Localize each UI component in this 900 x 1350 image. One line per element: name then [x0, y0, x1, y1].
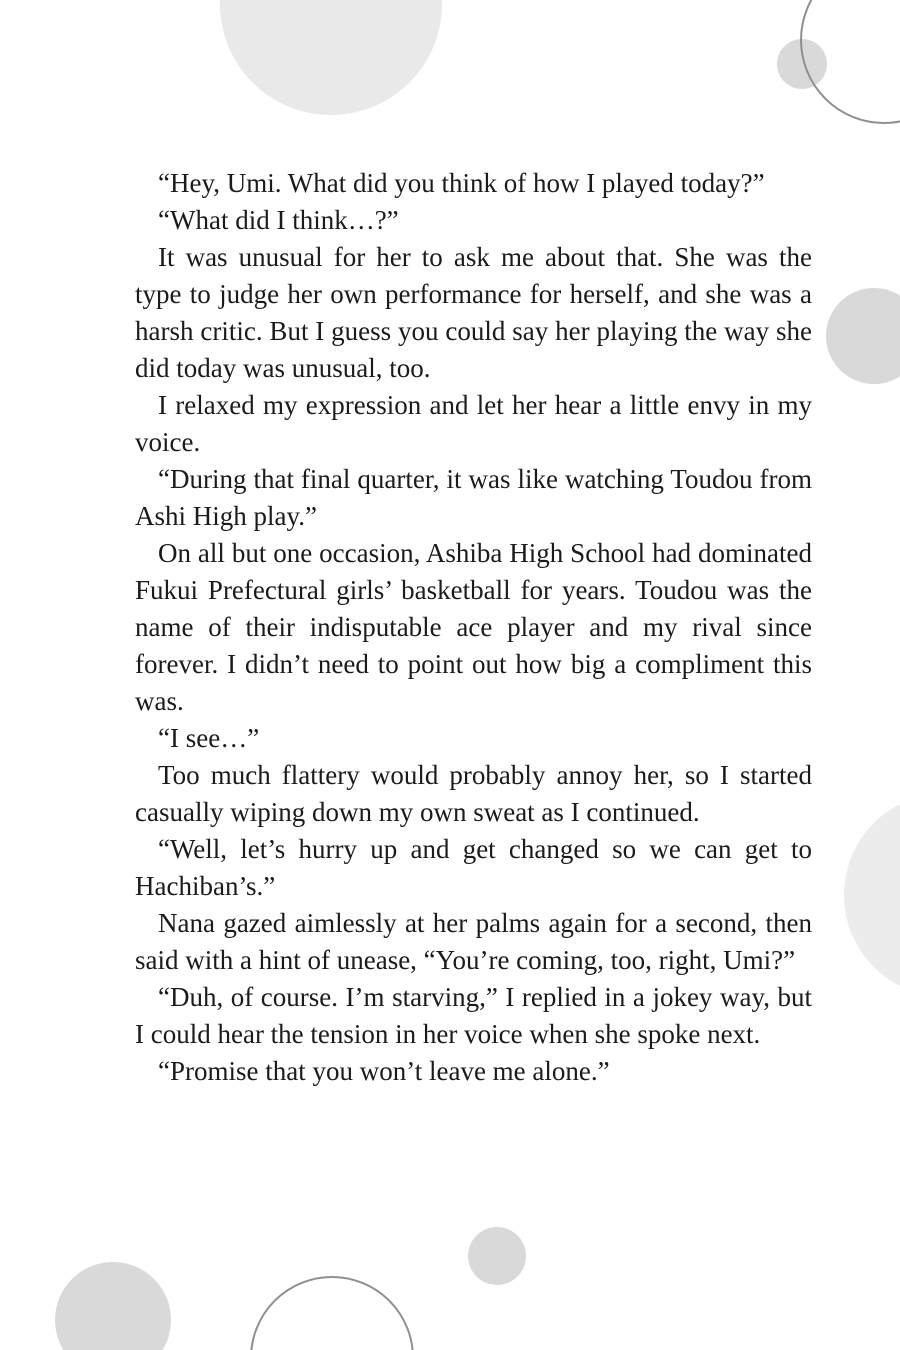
decorative-ring-top-right — [800, 0, 900, 124]
paragraph: “I see…” — [158, 723, 260, 753]
paragraph: Nana gazed aimlessly at her palms again for a second, then said with a hint of unease, “You’re coming, too, right, Umi?” — [135, 908, 812, 975]
paragraph: “During that final quarter, it was like watching Toudou from Ashi High play.” — [135, 464, 812, 531]
paragraph: Too much flattery would probably annoy her, so I started casually wiping down my own sweat as I continued. — [135, 760, 812, 827]
decorative-circle-top-center — [220, 0, 442, 115]
decorative-circle-bottom-center-small — [468, 1227, 526, 1285]
paragraph: “Hey, Umi. What did you think of how I played today?” — [158, 168, 765, 198]
decorative-ring-bottom-center — [250, 1276, 414, 1350]
paragraph: It was unusual for her to ask me about that. She was the type to judge her own performance for herself, and she was a harsh critic. But I guess you could say her playing the way she did today was unusual, too. — [135, 242, 812, 383]
paragraph: “Well, let’s hurry up and get changed so we can get to Hachiban’s.” — [135, 834, 812, 901]
paragraph: “Promise that you won’t leave me alone.” — [158, 1056, 610, 1086]
decorative-circle-bottom-left — [55, 1262, 171, 1350]
decorative-circle-right-middle — [826, 288, 900, 384]
paragraph: I relaxed my expression and let her hear a little envy in my voice. — [135, 390, 812, 457]
paragraph: On all but one occasion, Ashiba High School had dominated Fukui Prefectural girls’ basketball for years. Toudou was the name of their indisputable ace player and my rival since forever. I didn’t need to point out how big a compliment this was. — [135, 538, 812, 716]
decorative-circle-right-lower — [844, 793, 900, 997]
page-text-block — [135, 165, 812, 1090]
paragraph: “Duh, of course. I’m starving,” I replied in a jokey way, but I could hear the tension in her voice when she spoke next. — [135, 982, 812, 1049]
paragraph: “What did I think…?” — [158, 205, 399, 235]
